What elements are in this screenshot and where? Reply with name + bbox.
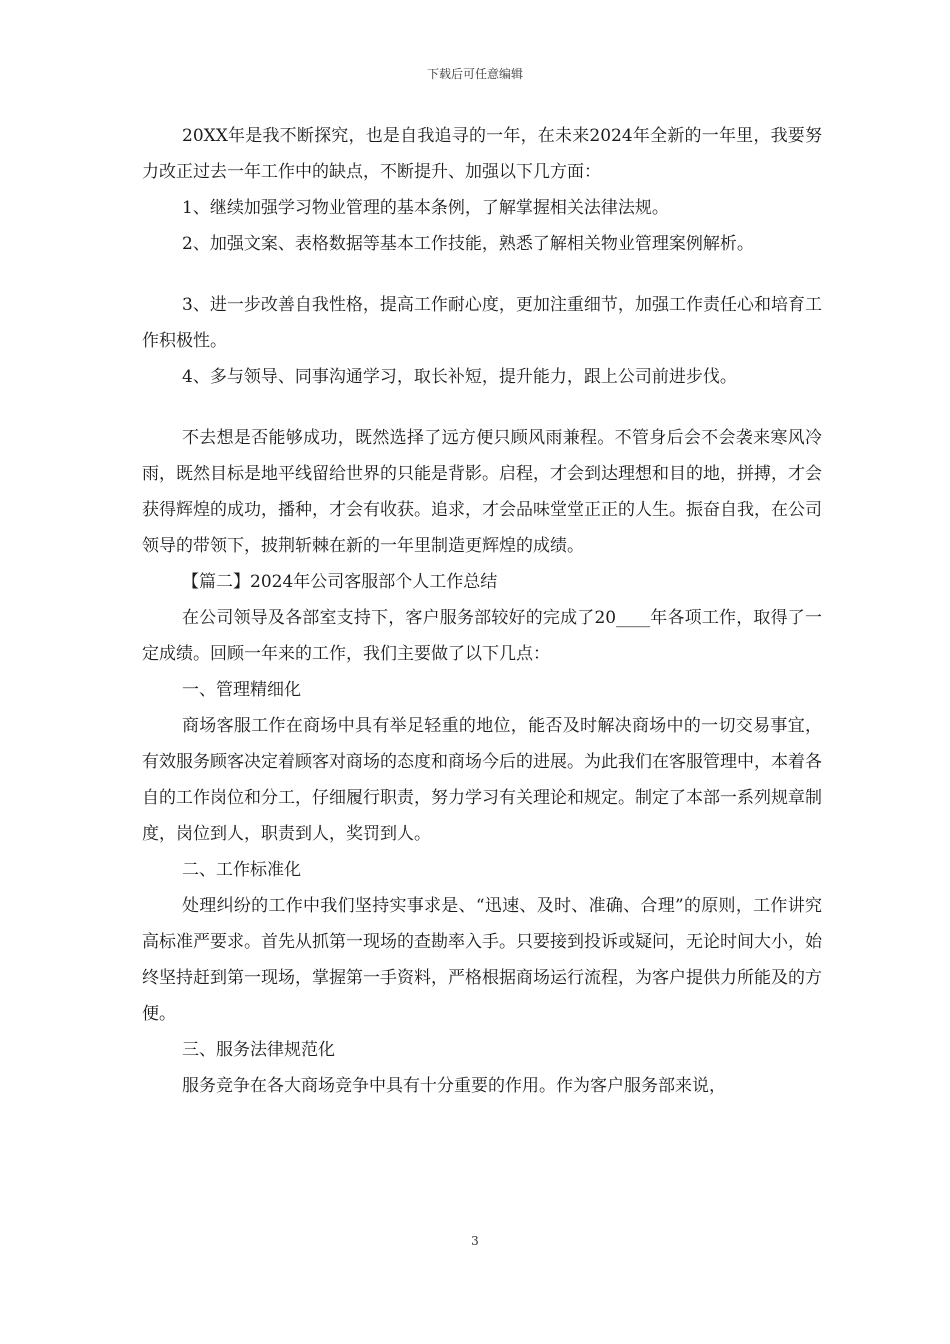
- spacer: [142, 262, 822, 287]
- page-header: 下载后可任意编辑: [426, 67, 523, 81]
- page-number: 3: [471, 1234, 479, 1248]
- paragraph-management: 商场客服工作在商场中具有举足轻重的地位，能否及时解决商场中的一切交易事宜，有效服务顾客决定着顾客对商场的态度和商场今后的进展。为此我们在客服管理中，本着各自的工作岗位和分工，仔细履行职责，努力学习有关理论和规定。制定了本部一系列规章制度，岗位到人，职责到人，奖罚到人。: [142, 716, 822, 844]
- heading-standardization: 二、工作标准化: [182, 860, 301, 880]
- spacer: [142, 395, 822, 420]
- list-item-1: 1、继续加强学习物业管理的基本条例，了解掌握相关法律法规。: [182, 198, 669, 218]
- paragraph-legal: 服务竞争在各大商场竞争中具有十分重要的作用。作为客户服务部来说，: [182, 1076, 726, 1096]
- paragraph-closing: 不去想是否能够成功，既然选择了远方便只顾风雨兼程。不管身后会不会袭来寒风冷雨，既然目标是地平线留给世界的只能是背影。启程，才会到达理想和目的地，拼搏，才会获得辉煌的成功，播种，才会有收获。追求，才会品味堂堂正正的人生。振奋自我，在公司领导的带领下，披荆斩棘在新的一年里制造更辉煌的成绩。: [142, 428, 822, 556]
- paragraph-standardization: 处理纠纷的工作中我们坚持实事求是、“迅速、及时、准确、合理”的原则，工作讲究高标准严要求。首先从抓第一现场的查勘率入手。只要接到投诉或疑问，无论时间大小，始终坚持赶到第一现场，掌握第一手资料，严格根据商场运行流程，为客户提供力所能及的方便。: [142, 896, 822, 1024]
- document-body: [142, 118, 822, 1104]
- list-item-2: 2、加强文案、表格数据等基本工作技能，熟悉了解相关物业管理案例解析。: [182, 234, 754, 254]
- section-title: 【篇二】2024年公司客服部个人工作总结: [182, 572, 498, 592]
- paragraph-intro: 20XX年是我不断探究，也是自我追寻的一年，在未来2024年全新的一年里，我要努力改正过去一年工作中的缺点，不断提升、加强以下几方面：: [142, 126, 822, 182]
- list-item-3: 3、进一步改善自我性格，提高工作耐心度，更加注重细节，加强工作责任心和培育工作积极性。: [142, 295, 822, 351]
- heading-management: 一、管理精细化: [182, 680, 301, 700]
- list-item-4: 4、多与领导、同事沟通学习，取长补短，提升能力，跟上公司前进步伐。: [182, 367, 737, 387]
- paragraph-summary-intro: 在公司领导及各部室支持下，客户服务部较好的完成了20____年各项工作，取得了一定成绩。回顾一年来的工作，我们主要做了以下几点：: [142, 608, 822, 664]
- heading-legal: 三、服务法律规范化: [182, 1040, 335, 1060]
